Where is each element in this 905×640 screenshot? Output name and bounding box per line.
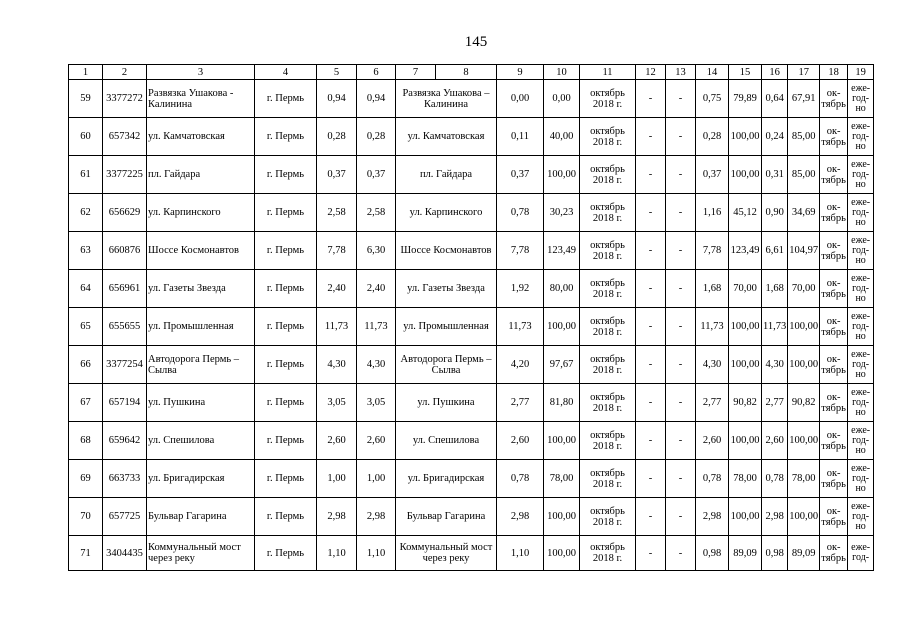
road-code: 659642 — [103, 422, 147, 460]
header-cell: 4 — [255, 65, 317, 80]
value-14: 0,98 — [696, 536, 729, 571]
road-code: 3404435 — [103, 536, 147, 571]
date: октябрь 2018 г. — [580, 422, 636, 460]
month: ок-тябрь — [820, 308, 848, 346]
table-row — [69, 308, 874, 346]
value-16: 11,73 — [762, 308, 788, 346]
city: г. Пермь — [255, 346, 317, 384]
value-15: 78,00 — [729, 460, 762, 498]
value-6: 2,98 — [357, 498, 396, 536]
month: ок-тябрь — [820, 346, 848, 384]
value-14: 7,78 — [696, 232, 729, 270]
road-name-2: ул. Карпинского — [396, 194, 497, 232]
value-17: 70,00 — [788, 270, 820, 308]
value-5: 2,58 — [317, 194, 357, 232]
road-name-2: ул. Пушкина — [396, 384, 497, 422]
date: октябрь 2018 г. — [580, 270, 636, 308]
frequency: еже-год-но — [848, 422, 874, 460]
city: г. Пермь — [255, 536, 317, 571]
value-10: 100,00 — [544, 308, 580, 346]
value-10: 81,80 — [544, 384, 580, 422]
row-number: 59 — [69, 80, 103, 118]
road-name: Развязка Ушакова - Калинина — [147, 80, 255, 118]
month: ок-тябрь — [820, 422, 848, 460]
value-13: - — [666, 308, 696, 346]
road-name: пл. Гайдара — [147, 156, 255, 194]
value-10: 100,00 — [544, 422, 580, 460]
date: октябрь 2018 г. — [580, 498, 636, 536]
header-cell: 6 — [357, 65, 396, 80]
road-name: ул. Бригадирская — [147, 460, 255, 498]
value-9: 2,60 — [497, 422, 544, 460]
row-number: 68 — [69, 422, 103, 460]
month: ок-тябрь — [820, 118, 848, 156]
table-row — [69, 194, 874, 232]
value-9: 0,78 — [497, 460, 544, 498]
value-9: 2,77 — [497, 384, 544, 422]
table-row — [69, 384, 874, 422]
value-14: 0,28 — [696, 118, 729, 156]
road-code: 657725 — [103, 498, 147, 536]
value-17: 104,97 — [788, 232, 820, 270]
table-row — [69, 270, 874, 308]
value-13: - — [666, 498, 696, 536]
frequency: еже-год-но — [848, 232, 874, 270]
city: г. Пермь — [255, 308, 317, 346]
road-name-2: Развязка Ушакова – Калинина — [396, 80, 497, 118]
value-14: 11,73 — [696, 308, 729, 346]
value-17: 100,00 — [788, 498, 820, 536]
road-name: Шоссе Космонавтов — [147, 232, 255, 270]
city: г. Пермь — [255, 498, 317, 536]
header-cell: 17 — [788, 65, 820, 80]
value-15: 70,00 — [729, 270, 762, 308]
date: октябрь 2018 г. — [580, 118, 636, 156]
frequency: еже-год-но — [848, 270, 874, 308]
value-16: 0,64 — [762, 80, 788, 118]
value-12: - — [636, 536, 666, 571]
value-17: 67,91 — [788, 80, 820, 118]
header-cell: 2 — [103, 65, 147, 80]
value-16: 4,30 — [762, 346, 788, 384]
table-row — [69, 460, 874, 498]
value-13: - — [666, 80, 696, 118]
date: октябрь 2018 г. — [580, 346, 636, 384]
date: октябрь 2018 г. — [580, 536, 636, 571]
header-cell: 1 — [69, 65, 103, 80]
city: г. Пермь — [255, 384, 317, 422]
value-6: 1,00 — [357, 460, 396, 498]
header-cell: 15 — [729, 65, 762, 80]
road-code: 3377225 — [103, 156, 147, 194]
table-row — [69, 156, 874, 194]
value-10: 78,00 — [544, 460, 580, 498]
road-name: Коммунальный мост через реку — [147, 536, 255, 571]
value-13: - — [666, 460, 696, 498]
value-12: - — [636, 194, 666, 232]
value-16: 0,78 — [762, 460, 788, 498]
road-name-2: пл. Гайдара — [396, 156, 497, 194]
header-cell: 19 — [848, 65, 874, 80]
row-number: 71 — [69, 536, 103, 571]
road-name: ул. Карпинского — [147, 194, 255, 232]
value-10: 100,00 — [544, 498, 580, 536]
value-6: 0,94 — [357, 80, 396, 118]
value-5: 2,60 — [317, 422, 357, 460]
value-15: 89,09 — [729, 536, 762, 571]
value-6: 6,30 — [357, 232, 396, 270]
row-number: 65 — [69, 308, 103, 346]
value-17: 78,00 — [788, 460, 820, 498]
road-name-2: Коммунальный мост через реку — [396, 536, 497, 571]
road-name: Бульвар Гагарина — [147, 498, 255, 536]
value-10: 97,67 — [544, 346, 580, 384]
value-9: 1,92 — [497, 270, 544, 308]
row-number: 60 — [69, 118, 103, 156]
value-15: 123,49 — [729, 232, 762, 270]
value-5: 4,30 — [317, 346, 357, 384]
header-cell: 8 — [436, 65, 497, 80]
value-9: 0,00 — [497, 80, 544, 118]
value-13: - — [666, 270, 696, 308]
road-name-2: ул. Бригадирская — [396, 460, 497, 498]
month: ок-тябрь — [820, 460, 848, 498]
value-14: 4,30 — [696, 346, 729, 384]
road-name: ул. Спешилова — [147, 422, 255, 460]
date: октябрь 2018 г. — [580, 156, 636, 194]
header-cell: 14 — [696, 65, 729, 80]
value-5: 3,05 — [317, 384, 357, 422]
road-code: 3377272 — [103, 80, 147, 118]
value-9: 4,20 — [497, 346, 544, 384]
header-cell: 13 — [666, 65, 696, 80]
road-name-2: ул. Промышленная — [396, 308, 497, 346]
date: октябрь 2018 г. — [580, 460, 636, 498]
table-row — [69, 80, 874, 118]
table-row — [69, 346, 874, 384]
value-16: 0,31 — [762, 156, 788, 194]
frequency: еже-год-но — [848, 156, 874, 194]
month: ок-тябрь — [820, 80, 848, 118]
city: г. Пермь — [255, 422, 317, 460]
value-14: 1,68 — [696, 270, 729, 308]
road-code: 3377254 — [103, 346, 147, 384]
row-number: 61 — [69, 156, 103, 194]
header-cell: 12 — [636, 65, 666, 80]
value-12: - — [636, 270, 666, 308]
value-16: 6,61 — [762, 232, 788, 270]
value-15: 100,00 — [729, 308, 762, 346]
road-code: 656629 — [103, 194, 147, 232]
header-cell: 5 — [317, 65, 357, 80]
value-17: 85,00 — [788, 118, 820, 156]
value-5: 7,78 — [317, 232, 357, 270]
value-10: 40,00 — [544, 118, 580, 156]
value-6: 4,30 — [357, 346, 396, 384]
date: октябрь 2018 г. — [580, 80, 636, 118]
road-name-2: ул. Газеты Звезда — [396, 270, 497, 308]
month: ок-тябрь — [820, 270, 848, 308]
value-15: 100,00 — [729, 346, 762, 384]
date: октябрь 2018 г. — [580, 194, 636, 232]
header-cell: 11 — [580, 65, 636, 80]
city: г. Пермь — [255, 460, 317, 498]
month: ок-тябрь — [820, 536, 848, 571]
month: ок-тябрь — [820, 232, 848, 270]
table-row — [69, 536, 874, 571]
value-13: - — [666, 232, 696, 270]
road-name-2: ул. Спешилова — [396, 422, 497, 460]
road-name: ул. Камчатовская — [147, 118, 255, 156]
value-13: - — [666, 194, 696, 232]
road-name-2: Бульвар Гагарина — [396, 498, 497, 536]
value-6: 2,40 — [357, 270, 396, 308]
value-12: - — [636, 422, 666, 460]
value-17: 100,00 — [788, 346, 820, 384]
road-name: Автодорога Пермь – Сылва — [147, 346, 255, 384]
value-16: 0,98 — [762, 536, 788, 571]
value-15: 100,00 — [729, 422, 762, 460]
frequency: еже-год-но — [848, 308, 874, 346]
value-6: 11,73 — [357, 308, 396, 346]
value-13: - — [666, 422, 696, 460]
value-13: - — [666, 346, 696, 384]
value-15: 100,00 — [729, 498, 762, 536]
value-15: 45,12 — [729, 194, 762, 232]
value-5: 0,28 — [317, 118, 357, 156]
value-9: 1,10 — [497, 536, 544, 571]
month: ок-тябрь — [820, 498, 848, 536]
header-cell: 16 — [762, 65, 788, 80]
value-12: - — [636, 156, 666, 194]
value-14: 0,78 — [696, 460, 729, 498]
value-6: 2,60 — [357, 422, 396, 460]
value-12: - — [636, 460, 666, 498]
value-14: 2,98 — [696, 498, 729, 536]
header-cell: 7 — [396, 65, 436, 80]
value-16: 0,24 — [762, 118, 788, 156]
header-cell: 9 — [497, 65, 544, 80]
value-6: 0,28 — [357, 118, 396, 156]
value-17: 85,00 — [788, 156, 820, 194]
value-6: 2,58 — [357, 194, 396, 232]
road-name-2: ул. Камчатовская — [396, 118, 497, 156]
frequency: еже-год-но — [848, 80, 874, 118]
value-14: 1,16 — [696, 194, 729, 232]
frequency: еже-год-но — [848, 194, 874, 232]
frequency: еже-год-но — [848, 384, 874, 422]
frequency: еже-год-но — [848, 460, 874, 498]
value-10: 100,00 — [544, 156, 580, 194]
city: г. Пермь — [255, 80, 317, 118]
frequency: еже-год-но — [848, 118, 874, 156]
city: г. Пермь — [255, 270, 317, 308]
value-14: 2,60 — [696, 422, 729, 460]
value-17: 90,82 — [788, 384, 820, 422]
value-12: - — [636, 308, 666, 346]
value-9: 2,98 — [497, 498, 544, 536]
value-6: 0,37 — [357, 156, 396, 194]
row-number: 66 — [69, 346, 103, 384]
value-9: 0,11 — [497, 118, 544, 156]
road-name: ул. Промышленная — [147, 308, 255, 346]
value-5: 0,37 — [317, 156, 357, 194]
table-row — [69, 232, 874, 270]
road-code: 657194 — [103, 384, 147, 422]
value-9: 0,37 — [497, 156, 544, 194]
row-number: 69 — [69, 460, 103, 498]
row-number: 64 — [69, 270, 103, 308]
road-name: ул. Пушкина — [147, 384, 255, 422]
header-cell: 3 — [147, 65, 255, 80]
value-6: 1,10 — [357, 536, 396, 571]
date: октябрь 2018 г. — [580, 232, 636, 270]
road-name-2: Шоссе Космонавтов — [396, 232, 497, 270]
row-number: 70 — [69, 498, 103, 536]
value-13: - — [666, 156, 696, 194]
road-name: ул. Газеты Звезда — [147, 270, 255, 308]
road-code: 657342 — [103, 118, 147, 156]
road-code: 660876 — [103, 232, 147, 270]
city: г. Пермь — [255, 118, 317, 156]
value-13: - — [666, 118, 696, 156]
value-17: 89,09 — [788, 536, 820, 571]
value-17: 34,69 — [788, 194, 820, 232]
value-10: 100,00 — [544, 536, 580, 571]
value-17: 100,00 — [788, 308, 820, 346]
header-row — [69, 65, 874, 80]
row-number: 63 — [69, 232, 103, 270]
road-code: 656961 — [103, 270, 147, 308]
value-15: 79,89 — [729, 80, 762, 118]
value-9: 0,78 — [497, 194, 544, 232]
value-5: 2,40 — [317, 270, 357, 308]
value-14: 2,77 — [696, 384, 729, 422]
city: г. Пермь — [255, 232, 317, 270]
row-number: 67 — [69, 384, 103, 422]
road-code: 663733 — [103, 460, 147, 498]
value-16: 2,77 — [762, 384, 788, 422]
value-13: - — [666, 536, 696, 571]
value-16: 1,68 — [762, 270, 788, 308]
table-row — [69, 118, 874, 156]
value-12: - — [636, 346, 666, 384]
value-14: 0,37 — [696, 156, 729, 194]
header-cell: 18 — [820, 65, 848, 80]
date: октябрь 2018 г. — [580, 308, 636, 346]
value-16: 2,60 — [762, 422, 788, 460]
value-13: - — [666, 384, 696, 422]
header-cell: 10 — [544, 65, 580, 80]
data-table — [68, 64, 874, 571]
month: ок-тябрь — [820, 194, 848, 232]
frequency: еже-год- — [848, 536, 874, 571]
value-9: 11,73 — [497, 308, 544, 346]
value-5: 1,10 — [317, 536, 357, 571]
value-12: - — [636, 498, 666, 536]
month: ок-тябрь — [820, 384, 848, 422]
city: г. Пермь — [255, 194, 317, 232]
value-12: - — [636, 118, 666, 156]
value-6: 3,05 — [357, 384, 396, 422]
page-number: 145 — [464, 34, 488, 50]
table-row — [69, 498, 874, 536]
value-5: 1,00 — [317, 460, 357, 498]
value-10: 30,23 — [544, 194, 580, 232]
value-9: 7,78 — [497, 232, 544, 270]
value-15: 100,00 — [729, 156, 762, 194]
frequency: еже-год-но — [848, 346, 874, 384]
value-5: 11,73 — [317, 308, 357, 346]
value-17: 100,00 — [788, 422, 820, 460]
value-10: 0,00 — [544, 80, 580, 118]
value-10: 80,00 — [544, 270, 580, 308]
value-10: 123,49 — [544, 232, 580, 270]
value-5: 0,94 — [317, 80, 357, 118]
value-12: - — [636, 80, 666, 118]
road-name-2: Автодорога Пермь – Сылва — [396, 346, 497, 384]
row-number: 62 — [69, 194, 103, 232]
value-12: - — [636, 232, 666, 270]
month: ок-тябрь — [820, 156, 848, 194]
value-12: - — [636, 384, 666, 422]
value-16: 2,98 — [762, 498, 788, 536]
table-row — [69, 422, 874, 460]
frequency: еже-год-но — [848, 498, 874, 536]
road-code: 655655 — [103, 308, 147, 346]
city: г. Пермь — [255, 156, 317, 194]
value-15: 100,00 — [729, 118, 762, 156]
value-14: 0,75 — [696, 80, 729, 118]
date: октябрь 2018 г. — [580, 384, 636, 422]
value-5: 2,98 — [317, 498, 357, 536]
value-15: 90,82 — [729, 384, 762, 422]
value-16: 0,90 — [762, 194, 788, 232]
